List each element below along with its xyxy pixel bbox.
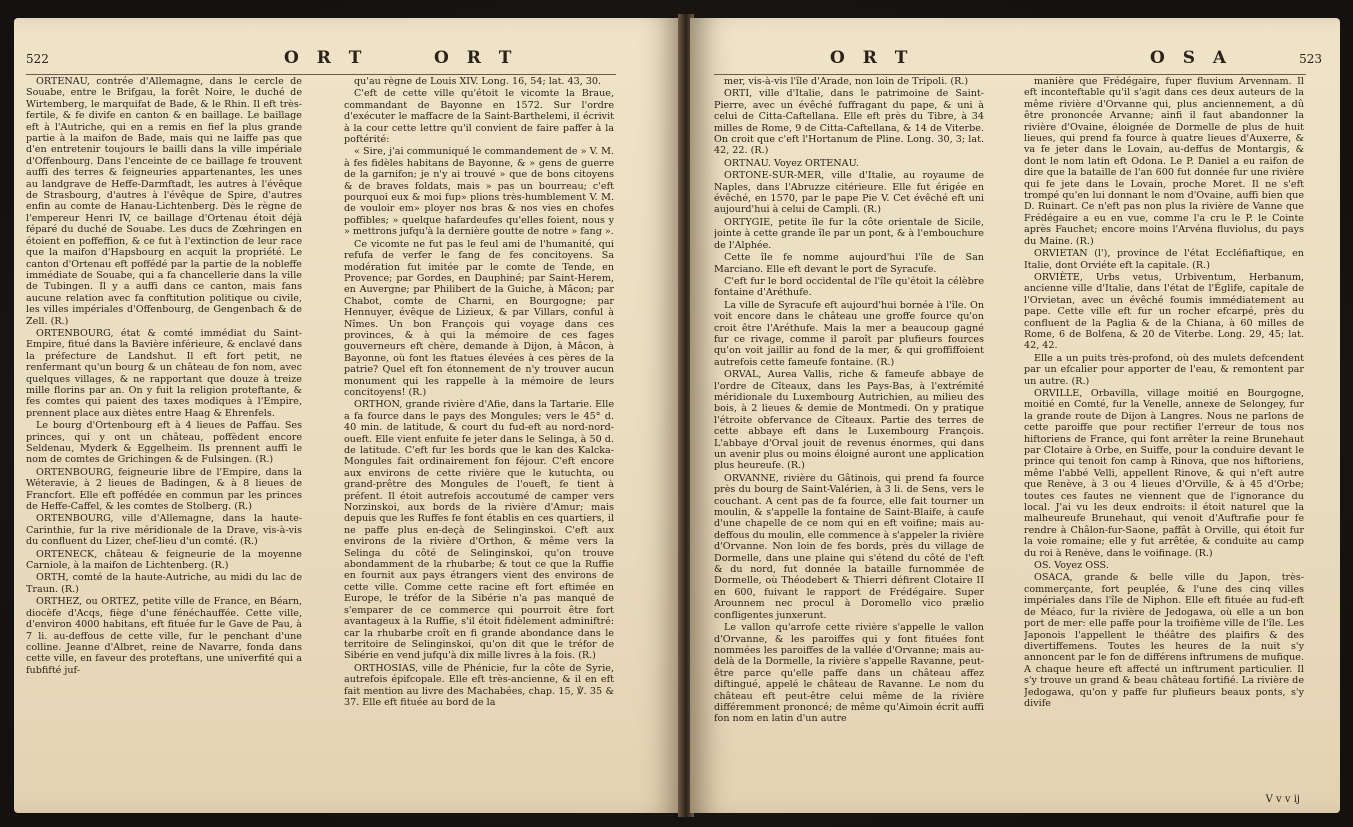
left-column-1: [26, 76, 302, 793]
entry-paragraph: « Sire, j'ai communiqué le commandement de » V. M. à fes fidèles habitans de Bayonne, & » gens de guerre de la garnifon; je n'y ai trouvé » que de bons citoyens & de braves foldats, mais » pas un bourreau; c'eft pourquoi eux & moi fup» plions très-humblement V. M. de vouloir em» ployer nos bras & nos vies en chofes poffibles; » quelque hafardeufes qu'elles foient, nous y » mettrons jufqu'à la dernière goutte de notre » fang ».: [344, 146, 614, 238]
entry-paragraph: OS. Voyez OSS.: [1034, 560, 1109, 572]
entry-paragraph: Le vallon qu'arrofe cette rivière s'appelle le vallon d'Orvanne, & les paroiffes qui y font fituées font nommées les paroiffes de la vallée d'Orvanne; mais au-delà de la Dormelle, la rivière s'appelle Ravanne, peut-être parce qu'elle paffe dans un château affez diftingué, appelé le château de Ravanne. Le nom du château eft peut-être celui même de la rivière différemment prononcé; de même qu'Aimoin écrit auffi fon nom en latin d'un autre: [714, 622, 984, 725]
entry-paragraph: Ce vicomte ne fut pas le feul ami de l'humanité, qui refufa de verfer le fang de fes concitoyens. Sa modération fut imitée par le comte de Tende, en Provence; par Gordes, en Dauphiné; par Saint-Herem, en Auvergne; par Philibert de la Guiche, à Mâcon; par Chabot, comte de Charni, en Bourgogne; par Hennuyer, évêque de Lizieux, & par Villars, conful à Nîmes. Un bon François qui voyage dans ces provinces, & à qui la mémoire de ces fages gouverneurs eft chère, demande à Dijon, à Mâcon, à Bayonne, où font les ftatues élevées à ces pères de la patrie? Quel eft fon étonnement de n'y trouver aucun monument qui les rappelle à la mémoire de leurs concitoyens! (R.): [344, 238, 614, 398]
entry-paragraph: ORTENECK, château & feigneurie de la moyenne Carniole, à la maifon de Lichtenberg. (R.): [26, 548, 302, 572]
entry-paragraph: ORTENBOURG, état & comté immédiat du Saint-Empire, fitué dans la Bavière inférieure, & enclavé dans la préfecture de Landshut. Il eft fort petit, ne renfermant qu'un bourg & un château de fon nom, avec quelques villages, & ne rapportant que douze à treize mille florins par an. On y fuit la religion proteftante, & fes comtes qui paient des taxes modiques à l'Empire, prennent place aux diètes entre Haag & Ehrenfels.: [26, 327, 302, 419]
entry-paragraph: ORTHEZ, ou ORTEZ, petite ville de France, en Béarn, diocèfe d'Acqs, fiège d'une fénéchauffée. Cette ville, d'environ 4000 habitans, eft fituée fur le Gave de Pau, à 7 li. au-deffous de cette ville, fur le penchant d'une colline. Jeanne d'Albret, reine de Navarre, fonda dans cette ville, en faveur des proteftans, une univerfité qui a fubfifté juf-: [26, 596, 302, 676]
entry-paragraph: manière que Frédégaire, fuper fluvium Arvennam. Il eft inconteftable qu'il s'agit dans ces deux auteurs de la même rivière d'Orvanne qui, plus anciennement, a dû être prononcée Arvanne; ainfi il faut abandonner la rivière d'Ovaine, éloignée de Dormelle de plus de huit lieues, qui prend fa fource à quatre lieues d'Auxerre, & va fe jeter dans le Lovain, au-deffus de Montargis, & dont le nom latin eft Odona. Le P. Daniel a eu raifon de dire que la bataille de l'an 600 fut donnée fur une rivière qui fe jete dans le Lovain, proche Moret. Il ne s'eft trompé qu'en lui donnant le nom d'Ovaine, auffi bien que D. Ruinart. Ce n'eft pas non plus la rivière de Vanne que Frédégaire a eu en vue, comme l'a cru le P. le Cointe après Fauchet; encore moins l'Arvéna fluviolus, du pays du Maine. (R.): [1024, 76, 1304, 247]
right-column-1: [714, 76, 984, 793]
entry-paragraph: ORTHOSIAS, ville de Phénicie, fur la côte de Syrie, autrefois épifcopale. Elle eft très-ancienne, & il en eft fait mention au livre des Machabées, chap. 15, ℣. 35 & 37. Elle eft fituée au bord de la: [344, 662, 614, 708]
entry-paragraph: ORVAL, Aurea Vallis, riche & fameufe abbaye de l'ordre de Cîteaux, dans les Pays-Bas, à l'extrémité méridionale du Luxembourg Autrichien, au milieu des bois, à 2 lieues & demie de Montmedi. On y pratique l'étroite obfervance de Cîteaux. Partie des terres de cette abbaye eft dans le Luxembourg François. L'abbaye d'Orval jouit de revenus énormes, qui dans un avenir plus ou moins éloigné auront une application plus heureufe. (R.): [714, 369, 984, 472]
entry-paragraph: ORTENBOURG, ville d'Allemagne, dans la haute-Carinthie, fur la rive méridionale de la Drave, vis-à-vis du confluent du Lizer, chef-lieu d'un comté. (R.): [26, 513, 302, 548]
running-head-right-2: O S A: [1150, 48, 1233, 68]
entry-paragraph: ORTENAU, contrée d'Allemagne, dans le cercle de Souabe, entre le Brifgau, la forêt Noire, le duché de Wirtemberg, le marquifat de Bade, & le Rhin. Il eft très-fertile, & fe divife en canton & en baillage. Le baillage eft à l'Autriche, qui en a remis en fief la plus grande partie à la maifon de Bade, mais qui ne laiffe pas que d'en entretenir toujours le bailli dans la ville impériale d'Offenbourg. Dans l'enceinte de ce baillage fe trouvent auffi des terres & feigneuries appartenantes, les unes au landgrave de Heffe-Darmftadt, les autres à l'évêque de Strasbourg, d'autres à l'évêque de Spire, d'autres enfin au comte de Hanau-Lichtenberg. Dès le règne de l'empereur Henri IV, ce baillage d'Ortenau étoit déjà féparé du duché de Souabe. Les ducs de Zœhringen en étoient en poffeffion, & ce fut à l'extinction de leur race que la maifon d'Hapsbourg en acquit la propriété. Le canton d'Ortenau eft poffédé par la partie de la nobleffe immédiate de Souabe, qui a fa chancellerie dans la ville de Tubingen. Il y a auffi dans ce canton, mais fans aucune relation avec fa conftitution politique ou civile, les villes impériales d'Offenbourg, de Gengenbach & de Zell. (R.): [26, 76, 302, 327]
left-page: [14, 18, 682, 813]
entry-paragraph: ORVILLE, Orbavilla, village moitié en Bourgogne, moitié en Comté, fur la Venelle, annexe de Selongey, fur la grande route de Dijon à Langres. Nous ne parlons de cette paroiffe que pour rectifier l'erreur de tous nos hiftoriens de France, qui font arrêter la reine Brunehaut par Clotaire à Orbe, en Suiffe, pour la conduire devant le prince qui tenoit fon camp à Rinova, que nos hiftoriens, même l'abbé Velli, appellent Rinove, & qui n'eft autre que Renève, à 3 ou 4 lieues d'Orville, & à 45 d'Orbe; toutes ces fautes ne viennent que de l'ignorance du local. J'ai vu les deux endroits: il étoit naturel que la malheureufe Brunehaut, qui venoit d'Auftrafie pour fe rendre à Châlon-fur-Saone, paffât à Orville, qui étoit fur la voie romaine; elle y fut arrêtée, & conduite au camp du roi à Renève, dans le voifinage. (R.): [1024, 387, 1304, 559]
entry-paragraph: qu'au règne de Louis XIV. Long. 16, 54; lat. 43, 30.: [354, 76, 602, 87]
entry-paragraph: ORTHON, grande rivière d'Afie, dans la Tartarie. Elle a fa fource dans le pays des Mongules; vers le 45° d. 40 min. de latitude, & court du fud-eft au nord-nord-oueft. Elle vient enfuite fe jeter dans le Selinga, à 50 d. de latitude. C'eft fur les bords que le kan des Kalcka-Mongules fait ordinairement fon féjour. C'eft encore aux environs de cette rivière que le kutuchta, ou grand-prêtre des Mongules de l'oueft, fe tient à préfent. Il étoit autrefois accoutumé de camper vers Norzinskoi, aux bords de la rivière d'Amur; mais depuis que les Ruffes fe font établis en ces quartiers, il ne paffe plus en-deçà de Selinginskoi. C'eft aux environs de la rivière d'Orthon, & même vers la Selinga du côté de Selinginskoi, qu'on trouve abondamment de la rhubarbe; & tout ce que la Ruffie en fournit aux pays étrangers vient des environs de cette ville. Comme cette racine eft fort eftimée en Europe, le tréfor de la Sibérie n'a pas manqué de s'emparer de ce commerce qui pourroit être fort avantageux à la Ruffie, s'il étoit fidèlement adminiftré: car la rhubarbe croît en fi grande abondance dans le territoire de Selinginskoi, qu'on dit que le tréfor de Sibérie en vend jufqu'à dix mille livres à la fois. (R.): [344, 399, 614, 662]
entry-paragraph: ORVANNE, rivière du Gâtinois, qui prend fa fource près du bourg de Saint-Valérien, à 3 li. de Sens, vers le couchant. A cent pas de fa fource, elle fait tourner un moulin, & s'appelle la fontaine de Saint-Blaife, à caufe d'une chapelle de ce nom qui en eft voifine; mais au-deffous du moulin, elle commence à s'appeler la rivière d'Orvanne. Non loin de fes bords, près du village de Dormelle, dans une plaine qui s'étend du côté de l'eft & du nord, fut donnée la bataille furnommée de Dormelle, où Théodebert & Thierri défirent Clotaire II en 600, fuivant le rapport de Frédégaire. Super Arounnem nec procul à Doromello vico prælio confligentes junxerunt.: [714, 472, 984, 621]
entry-paragraph: C'eft fur le bord occidental de l'île qu'étoit la célèbre fontaine d'Aréthufe.: [714, 275, 984, 299]
page-number-left: 522: [26, 52, 49, 66]
entry-paragraph: Le bourg d'Ortenbourg eft à 4 lieues de Paffau. Ses princes, qui y ont un château, poffèdent encore Seldenau, Myderk & Eggelheim. Ils prennent auffi le nom de comtes de Grichingen & de Fulsingen. (R.): [26, 420, 302, 466]
running-head-left-2: O R T: [434, 48, 518, 68]
entry-paragraph: Elle a un puits très-profond, où des mulets defcendent par un efcalier pour apporter de l'eau, & remontent par un autre. (R.): [1024, 352, 1304, 387]
entry-paragraph: OSACA, grande & belle ville du Japon, très-commerçante, fort peuplée, & l'une des cinq villes impériales dans l'île de Niphon. Elle eft fituée au fud-eft de Méaco, fur la rivière de Jedogawa, où elle a un bon port de mer: elle paffe pour la troifième ville de l'île. Les Japonois l'appellent le théâtre des plaifirs & des divertiffemens. Toutes les heures de la nuit s'y annoncent par le fon de différens inftrumens de mufique. A chaque heure eft affecté un inftrument particulier. Il s'y trouve un grand & beau château fortifié. La rivière de Jedogawa, qu'on y paffe fur plufieurs beaux ponts, s'y divife: [1024, 572, 1304, 709]
left-column-2: [344, 76, 614, 793]
entry-paragraph: ORVIÈTE, Urbs vetus, Urbiventum, Herbanum, ancienne ville d'Italie, dans l'état de l'Églife, capitale de l'Orvietan, avec un évêché foumis immédiatement au pape. Cette ville eft fur un rocher efcarpé, près du confluent de la Paglia & de la Chiana, à 60 milles de Rome, 6 de Bolfena, & 20 de Viterbe. Long. 29, 45; lat. 42, 42.: [1024, 271, 1304, 352]
right-page: [690, 18, 1340, 813]
entry-paragraph: Cette île fe nomme aujourd'hui l'île de San Marciano. Elle eft devant le port de Syracufe.: [714, 252, 984, 275]
entry-paragraph: ORTNAU. Voyez ORTENAU.: [724, 157, 859, 169]
running-head-left: O R T: [284, 48, 368, 68]
right-column-2: [1024, 76, 1304, 793]
entry-paragraph: C'eft de cette ville qu'étoit le vicomte la Braue, commandant de Bayonne en 1572. Sur l'ordre d'exécuter le maffacre de la Saint-Barthelemi, il écrivit à la cour cette lettre qu'il convient de faire paffer à la poftérité:: [344, 88, 614, 146]
header-rule-left: [26, 74, 616, 75]
page-number-right: 523: [1299, 52, 1322, 66]
entry-paragraph: ORVIETAN (l'), province de l'état Eccléfiaftique, en Italie, dont Orviéte eft la capitale. (R.): [1024, 248, 1304, 271]
entry-paragraph: ORTI, ville d'Italie, dans le patrimoine de Saint-Pierre, avec un évêché fuffragant du pape, & uni à celui de Citta-Caftellana. Elle eft près du Tibre, à 34 milles de Rome, 9 de Citta-Caftellana, & 14 de Viterbe. On croit que c'eft l'Hortanum de Pline. Long. 30, 3; lat. 42, 22. (R.): [714, 88, 984, 157]
entry-paragraph: ORTENBOURG, feigneurie libre de l'Empire, dans la Wéteravie, à 2 lieues de Badingen, & à 8 lieues de Francfort. Elle eft poffédée en commun par les princes de Heffe-Caffel, & les comtes de Stolberg. (R.): [26, 466, 302, 513]
entry-paragraph: La ville de Syracufe eft aujourd'hui bornée à l'île. On voit encore dans le château une groffe fource qu'on croit être l'Aréthufe. Mais la mer a beaucoup gagné fur ce rivage, comme il paroît par plufieurs fources qu'on voit jaillir au fond de la mer, & qui groffiffoient autrefois cette fameufe fontaine. (R.): [714, 299, 984, 368]
header-rule-right: [714, 74, 1306, 75]
signature-mark: V v v ij: [1265, 794, 1300, 805]
entry-paragraph: ORTYGIE, petite île fur la côte orientale de Sicile, jointe à cette grande île par un pont, & à l'embouchure de l'Alphée.: [714, 216, 984, 251]
entry-paragraph: ORTH, comté de la haute-Autriche, au midi du lac de Traun. (R.): [26, 572, 302, 595]
entry-paragraph: mer, vis-à-vis l'île d'Arade, non loin de Tripoli. (R.): [724, 76, 969, 87]
running-head-right: O R T: [830, 48, 914, 68]
entry-paragraph: ORTONE-SUR-MER, ville d'Italie, au royaume de Naples, dans l'Abruzze citérieure. Elle fut érigée en évêché, en 1570, par le pape Pie V. Cet évêché eft uni aujourd'hui à celui de Campli. (R.): [714, 170, 984, 216]
